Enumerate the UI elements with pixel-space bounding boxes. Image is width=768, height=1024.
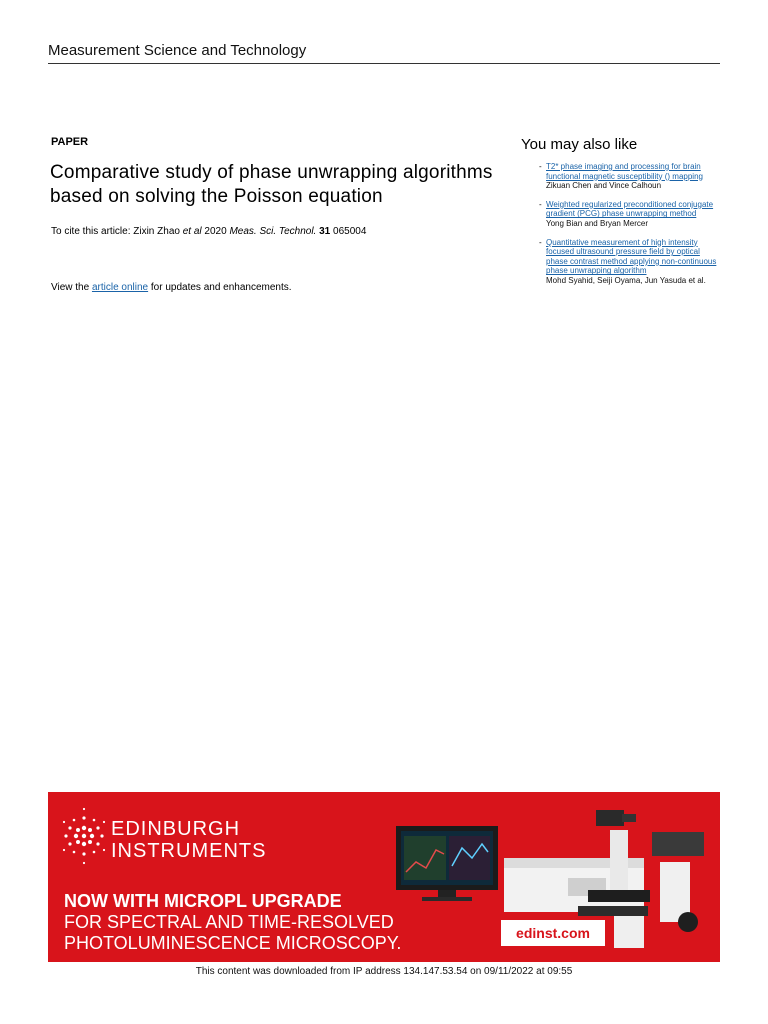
article-type-label: PAPER bbox=[51, 136, 89, 148]
citation-number: 065004 bbox=[330, 226, 367, 237]
brand-line-2: INSTRUMENTS bbox=[111, 840, 267, 862]
headline-line-3: PHOTOLUMINESCENCE MICROSCOPY. bbox=[64, 933, 402, 953]
related-item-authors: Yong Bian and Bryan Mercer bbox=[546, 218, 648, 228]
citation-prefix: To cite this article: Zixin Zhao bbox=[51, 226, 183, 237]
article-title: Comparative study of phase unwrapping algorithms based on solving the Poisson equation bbox=[50, 162, 493, 207]
headline-line-2: FOR SPECTRAL AND TIME-RESOLVED bbox=[64, 912, 394, 932]
citation-et-al: et al bbox=[182, 226, 202, 237]
related-item-link[interactable]: Quantitative measurement of high intensity focused ultrasound pressure field by optical phase contrast method applying non-continuous phase unwrapping algorithm bbox=[546, 237, 717, 276]
brand-line-1: EDINBURGH bbox=[111, 818, 241, 840]
view-online-after: for updates and enhancements. bbox=[148, 282, 292, 293]
related-item-link[interactable]: T2* phase imaging and processing for brain functional magnetic susceptibility () mapping bbox=[546, 162, 703, 181]
citation-journal: Meas. Sci. Technol. bbox=[229, 226, 317, 237]
list-dash: - bbox=[539, 237, 542, 247]
related-articles bbox=[521, 136, 721, 295]
download-note: This content was downloaded from IP address 134.147.53.54 on 09/11/2022 at 09:55 bbox=[195, 966, 573, 977]
citation-volume: 31 bbox=[319, 226, 331, 237]
list-dash: - bbox=[539, 162, 542, 171]
related-item bbox=[521, 200, 721, 229]
headline-line-1: NOW WITH MICROPL UPGRADE bbox=[64, 891, 342, 911]
website-button[interactable]: edinst.com bbox=[501, 920, 605, 946]
related-item-authors: Mohd Syahid, Seiji Oyama, Jun Yasuda et al. bbox=[546, 275, 706, 285]
related-item bbox=[521, 162, 721, 191]
article-online-link[interactable]: article online bbox=[91, 282, 149, 293]
view-online-line bbox=[51, 282, 292, 293]
banner-headline bbox=[64, 891, 401, 954]
starburst-logo-icon bbox=[63, 808, 105, 864]
related-item bbox=[521, 238, 721, 286]
brand-name bbox=[111, 818, 266, 862]
related-item-authors: Zikuan Chen and Vince Calhoun bbox=[546, 181, 662, 191]
advertisement-banner[interactable] bbox=[48, 792, 720, 962]
citation-line bbox=[51, 226, 366, 237]
related-heading: You may also like bbox=[521, 136, 638, 153]
related-item-link[interactable]: Weighted regularized preconditioned conjugate gradient (PCG) phase unwrapping method bbox=[546, 199, 714, 219]
citation-year: 2020 bbox=[201, 226, 230, 237]
journal-header: Measurement Science and Technology bbox=[48, 42, 720, 64]
view-online-before: View the bbox=[51, 282, 92, 293]
list-dash: - bbox=[539, 199, 542, 209]
monitor-illustration bbox=[396, 826, 498, 901]
